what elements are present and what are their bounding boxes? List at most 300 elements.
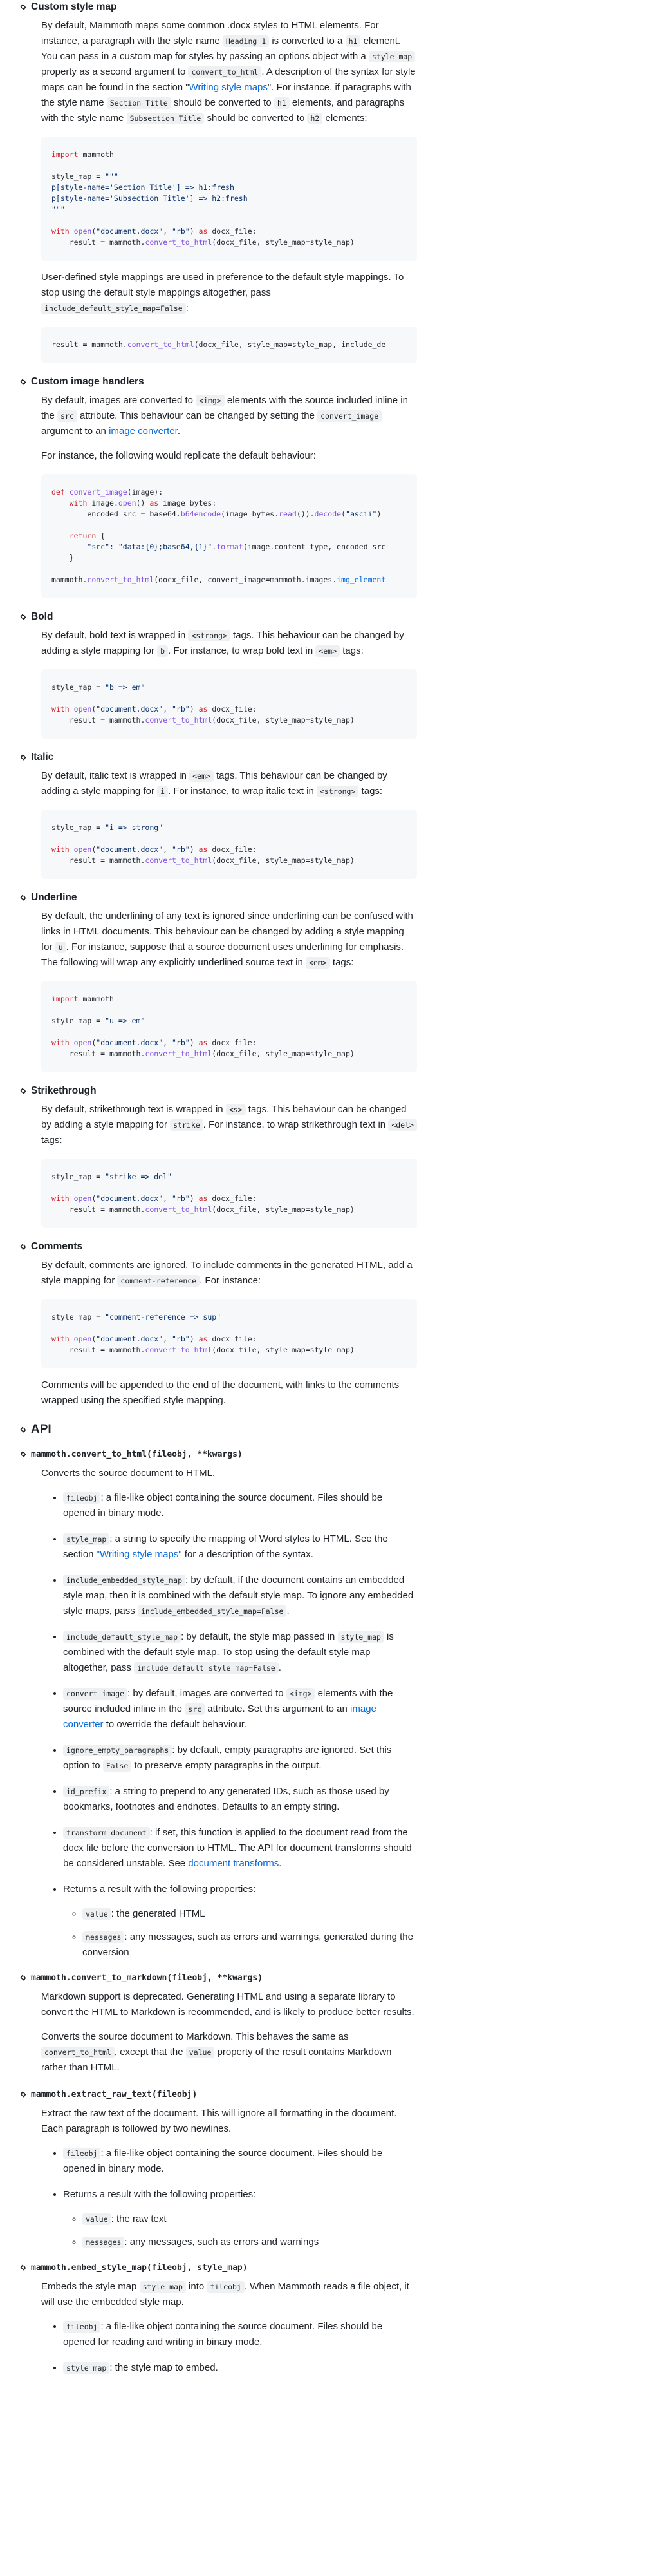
inline-code: value: [82, 1908, 111, 1920]
inline-code: value: [186, 2047, 215, 2058]
code-token: "comment-reference => sup": [105, 1312, 221, 1321]
extract-raw-text-heading: [18, 2087, 417, 2102]
text: .: [177, 426, 180, 437]
code-token: "rb": [172, 705, 190, 714]
sub-list: [63, 2211, 417, 2250]
inline-code: ignore_empty_paragraphs: [63, 1745, 172, 1756]
inline-code: convert_image: [63, 1688, 127, 1700]
code-token: with: [51, 227, 70, 236]
code-token: return: [69, 531, 97, 540]
code-token: (docx_file, style_map=style_map): [212, 856, 355, 865]
link-icon[interactable]: [18, 1425, 28, 1435]
text: . For instance:: [200, 1275, 261, 1286]
code-token: convert_to_html: [145, 238, 212, 247]
list-item: [82, 2211, 417, 2227]
inline-code: style_map: [369, 51, 415, 62]
doc-link[interactable]: Writing style maps: [189, 82, 268, 93]
text: Extract the raw text of the document. This will ignore all formatting in the document. Each paragraph is followed by two newlines.: [41, 2108, 397, 2134]
code-token: mammoth.: [51, 575, 88, 584]
code-token: decode: [314, 509, 342, 518]
text: : a string to specify the mapping of Word styles to HTML. See the section: [63, 1533, 388, 1560]
code-token: (: [91, 1334, 97, 1343]
heading-code: mammoth.convert_to_html(fileobj, **kwargs): [31, 1450, 243, 1459]
inline-code: <img>: [286, 1688, 315, 1700]
text: tags:: [330, 957, 354, 968]
comments-heading: [18, 1240, 417, 1254]
link-icon[interactable]: [18, 612, 28, 622]
paragraph: [41, 909, 417, 971]
text: .: [278, 1662, 281, 1673]
code-token: [51, 531, 70, 540]
code-token: "document.docx": [96, 227, 163, 236]
heading-text: Bold: [31, 611, 53, 622]
code-token: convert_to_html: [87, 575, 154, 584]
text: Markdown support is deprecated. Generating HTML and using a separate library to convert the HTML to Markdown is recommended, and is likely to produce better results.: [41, 1991, 414, 2018]
code-token: ()).: [296, 509, 315, 518]
code-token: convert_to_html: [145, 1049, 212, 1058]
text: for a description of the syntax.: [181, 1549, 313, 1560]
inline-code: <strong>: [317, 786, 358, 797]
code-token: (: [341, 509, 346, 518]
code-token: with: [51, 1334, 70, 1343]
inline-code: include_embedded_style_map=False: [138, 1605, 287, 1617]
text: . When Mammoth reads a file object, it will use the embedded style map.: [41, 2281, 409, 2307]
text: : by default, the style map passed in: [181, 1631, 338, 1642]
text: is converted to a: [269, 35, 346, 46]
code-token: open: [73, 705, 92, 714]
link-icon[interactable]: [18, 2089, 28, 2099]
code-token: "document.docx": [96, 705, 163, 714]
code-token: as: [149, 498, 159, 507]
text: : by default, empty paragraphs are ignored. Set this option to: [63, 1745, 392, 1771]
code-token: "rb": [172, 1334, 190, 1343]
code-token: (: [91, 1038, 97, 1047]
inline-code: comment-reference: [117, 1275, 200, 1287]
code-token: {: [96, 531, 106, 540]
code-token: style_map =: [51, 823, 106, 832]
code-block: [41, 810, 417, 879]
code-token: (: [91, 705, 97, 714]
code-token: convert_to_html: [145, 856, 212, 865]
inline-code: transform_document: [63, 1827, 150, 1839]
code-token: open: [73, 845, 92, 854]
custom-image-handlers-heading: [18, 375, 417, 389]
paragraph: [41, 1378, 417, 1408]
code-token: result = mammoth.: [51, 1205, 145, 1214]
text: . For instance, to wrap bold text in: [168, 645, 316, 656]
code-token: (docx_file, style_map=style_map): [212, 1205, 355, 1214]
code-token: (docx_file, convert_image=mammoth.images.: [154, 575, 337, 584]
text: tags. This behaviour can be changed by adding a style mapping for: [41, 1104, 407, 1130]
doc-link[interactable]: image converter: [63, 1703, 376, 1730]
code-token: image.: [87, 498, 118, 507]
text: tags. This behaviour can be changed by adding a style mapping for: [41, 770, 387, 797]
code-token: b64encode: [180, 509, 221, 518]
text: : by default, if the document contains an embedded style map, then it is combined with the default style map. To ignore any embedded style maps, pass: [63, 1575, 414, 1616]
parameter-list: [41, 2319, 417, 2376]
paragraph: [41, 18, 417, 126]
text: By default, strikethrough text is wrapped in: [41, 1104, 226, 1115]
inline-code: u: [55, 942, 66, 953]
list-item: [63, 1531, 417, 1562]
convert-to-html-heading: [18, 1447, 417, 1462]
code-token: ): [189, 705, 199, 714]
code-token: """: [105, 172, 118, 181]
inline-code: include_default_style_map: [63, 1631, 181, 1643]
doc-link[interactable]: document transforms: [188, 1858, 279, 1869]
code-token: docx_file:: [207, 1194, 257, 1203]
code-token: image_bytes:: [158, 498, 217, 507]
text: property as a second argument to: [41, 66, 189, 77]
parameter-list: [41, 1490, 417, 1960]
link-icon[interactable]: [18, 1242, 28, 1252]
code-token: with: [51, 1038, 70, 1047]
text: Converts the source document to Markdown. This behaves the same as: [41, 2031, 349, 2042]
text: property of the result contains Markdown rather than HTML.: [41, 2047, 392, 2073]
heading-code: mammoth.embed_style_map(fileobj, style_map): [31, 2263, 248, 2273]
paragraph: [41, 1989, 417, 2020]
link-icon[interactable]: [18, 377, 28, 387]
code-token: open: [73, 1334, 92, 1343]
code-token: docx_file:: [207, 1038, 257, 1047]
code-token: (docx_file, style_map=style_map): [212, 715, 355, 724]
code-token: [51, 542, 87, 551]
inline-code: False: [103, 1760, 132, 1772]
text: Comments will be appended to the end of the document, with links to the comments wrapped using the specified style mapping.: [41, 1379, 400, 1406]
inline-code: convert_image: [317, 410, 382, 422]
inline-code: fileobj: [63, 2321, 100, 2333]
italic-heading: [18, 750, 417, 764]
code-token: docx_file:: [207, 845, 257, 854]
code-token: "strike => del": [105, 1172, 172, 1181]
text: , except that the: [114, 2047, 186, 2058]
text: . For instance, to wrap italic text in: [168, 786, 317, 797]
inline-code: Section Title: [107, 97, 171, 109]
code-token: p[style-name='Subsection Title'] => h2:fresh: [51, 194, 248, 203]
list-item: [82, 2235, 417, 2250]
code-token: [51, 498, 70, 507]
inline-code: style_map: [63, 1533, 109, 1545]
code-token: [70, 1334, 74, 1343]
code-block: [41, 137, 417, 261]
code-token: as: [198, 1334, 208, 1343]
code-token: docx_file:: [207, 1334, 257, 1343]
heading-text: Custom image handlers: [31, 376, 144, 387]
code-token: [70, 705, 74, 714]
text: elements with the source included inline in the: [63, 1688, 393, 1714]
paragraph: [41, 1258, 417, 1289]
code-token: "u => em": [105, 1016, 145, 1025]
code-token: "rb": [172, 845, 190, 854]
code-token: ): [189, 845, 199, 854]
text: : the raw text: [111, 2213, 167, 2224]
code-token: import: [51, 150, 79, 159]
inline-code: include_embedded_style_map: [63, 1575, 185, 1586]
code-token: result = mammoth.: [51, 340, 127, 349]
paragraph: [41, 2106, 417, 2137]
code-token: result = mammoth.: [51, 1345, 145, 1354]
code-token: result = mammoth.: [51, 715, 145, 724]
heading-text: API: [31, 1423, 51, 1436]
text: : a file-like object containing the source document. Files should be opened for reading and writing in binary mode.: [63, 2321, 383, 2347]
code-token: style_map =: [51, 1312, 106, 1321]
inline-code: style_map: [338, 1631, 384, 1643]
code-token: (: [91, 1194, 97, 1203]
code-token: style_map =: [51, 683, 106, 692]
code-token: "ascii": [346, 509, 377, 518]
code-token: p[style-name='Section Title'] => h1:fresh: [51, 183, 234, 192]
link-icon[interactable]: [18, 2262, 28, 2273]
code-token: result = mammoth.: [51, 856, 145, 865]
inline-code: h1: [274, 97, 290, 109]
code-token: as: [198, 227, 208, 236]
text: : a file-like object containing the source document. Files should be opened in binary mode.: [63, 1492, 383, 1519]
inline-code: value: [82, 2213, 111, 2225]
inline-code: style_map: [63, 2362, 109, 2374]
code-token: style_map =: [51, 1172, 106, 1181]
code-token: "document.docx": [96, 845, 163, 854]
code-token: "rb": [172, 1194, 190, 1203]
code-token: (docx_file, style_map=style_map): [212, 1345, 355, 1354]
code-token: with: [51, 705, 70, 714]
code-block: [41, 1299, 417, 1368]
code-token: "document.docx": [96, 1334, 163, 1343]
list-item: [63, 2319, 417, 2350]
text: should be converted to: [204, 113, 308, 124]
code-token: read: [279, 509, 297, 518]
code-token: ): [189, 227, 199, 236]
code-token: encoded_src = base64.: [51, 509, 181, 518]
code-token: (image.content_type, encoded_src: [243, 542, 386, 551]
inline-code: messages: [82, 1931, 124, 1943]
underline-heading: [18, 891, 417, 905]
text: By default, Mammoth maps some common .docx styles to HTML elements. For instance, a paragraph with the style name: [41, 20, 379, 46]
link-icon[interactable]: [18, 893, 28, 903]
inline-code: <del>: [388, 1119, 417, 1131]
paragraph: [41, 270, 417, 316]
inline-code: <em>: [306, 957, 330, 969]
text: : any messages, such as errors and warnings: [124, 2237, 319, 2248]
inline-code: h2: [307, 113, 322, 124]
code-token: as: [198, 705, 208, 714]
code-token[interactable]: img_element: [337, 575, 386, 584]
code-token: mammoth: [78, 994, 114, 1003]
text: .: [279, 1858, 282, 1869]
inline-code: Subsection Title: [127, 113, 205, 124]
text: elements:: [322, 113, 367, 124]
text: : if set, this function is applied to the document read from the docx file before the conversion to HTML. The API for document transforms should be considered unstable. See: [63, 1827, 412, 1869]
content-column: [18, 0, 417, 2376]
code-token: [65, 488, 70, 497]
text: . For instance, to wrap strikethrough text in: [203, 1119, 389, 1130]
inline-code: <s>: [226, 1104, 246, 1115]
text: By default, the underlining of any text is ignored since underlining can be confused with links in HTML documents. This behaviour can be changed by adding a style mapping for: [41, 911, 413, 952]
link-icon[interactable]: [18, 752, 28, 762]
link-icon[interactable]: [18, 1086, 28, 1096]
code-token: :: [109, 542, 118, 551]
heading-text: Strikethrough: [31, 1085, 97, 1096]
text: tags:: [340, 645, 364, 656]
doc-link[interactable]: image converter: [109, 426, 178, 437]
heading-text: Italic: [31, 752, 54, 762]
text: : a file-like object containing the source document. Files should be opened in binary mode.: [63, 2148, 383, 2174]
code-token: convert_to_html: [145, 715, 212, 724]
code-token: "rb": [172, 227, 190, 236]
paragraph: [41, 768, 417, 799]
inline-code: fileobj: [63, 1492, 100, 1504]
link-icon[interactable]: [18, 1449, 28, 1459]
inline-code: fileobj: [63, 2148, 100, 2159]
text: Embeds the style map: [41, 2281, 140, 2292]
link-icon[interactable]: [18, 1973, 28, 1983]
code-token: with: [51, 1194, 70, 1203]
text: Returns a result with the following properties:: [63, 2189, 256, 2200]
code-token: (docx_file, style_map=style_map, include_de: [194, 340, 386, 349]
code-token: .: [212, 542, 217, 551]
text: :: [185, 303, 189, 314]
api-heading: [18, 1421, 417, 1438]
code-token: docx_file:: [207, 705, 257, 714]
code-block: [41, 669, 417, 739]
text: should be converted to: [171, 97, 274, 108]
code-token: [70, 1194, 74, 1203]
code-token: as: [198, 845, 208, 854]
text: element. You can pass in a custom map for styles by passing an options object with a: [41, 35, 401, 62]
list-item: [63, 1573, 417, 1619]
list-item: [63, 2360, 417, 2376]
inline-code: style_map: [140, 2281, 186, 2293]
code-token: [70, 227, 74, 236]
paragraph: [41, 1466, 417, 1481]
code-block: [41, 474, 417, 598]
text: By default, comments are ignored. To include comments in the generated HTML, add a style mapping for: [41, 1260, 413, 1286]
text: : the generated HTML: [111, 1908, 205, 1919]
paragraph: [41, 628, 417, 659]
code-token: convert_to_html: [127, 340, 194, 349]
code-token: (docx_file, style_map=style_map): [212, 238, 355, 247]
text: . For instance, suppose that a source document uses underlining for emphasis. The following will wrap any explicitly underlined source text in: [41, 942, 404, 968]
code-token: ,: [163, 227, 172, 236]
inline-code: convert_to_html: [188, 66, 261, 78]
code-token: open: [73, 227, 92, 236]
code-token: "b => em": [105, 683, 145, 692]
code-token: with: [51, 845, 70, 854]
code-token: (image):: [127, 488, 163, 497]
text: Converts the source document to HTML.: [41, 1468, 216, 1479]
text: For instance, the following would replicate the default behaviour:: [41, 450, 316, 461]
text: : a string to prepend to any generated IDs, such as those used by bookmarks, footnotes and endnotes. Defaults to an empty string.: [63, 1786, 389, 1812]
code-token: "data:{0};base64,{1}": [118, 542, 212, 551]
code-token: """: [51, 205, 65, 214]
code-token: ,: [163, 1334, 172, 1343]
heading-code: mammoth.extract_raw_text(fileobj): [31, 2090, 198, 2099]
text: elements, and paragraphs with the style name: [41, 97, 405, 124]
list-item: [63, 1784, 417, 1815]
inline-code: h1: [346, 35, 361, 47]
text: ". For instance, if paragraphs with the style name: [41, 82, 411, 108]
heading-text: Underline: [31, 892, 77, 903]
code-token: docx_file:: [207, 227, 257, 236]
text: : any messages, such as errors and warnings, generated during the conversion: [82, 1931, 413, 1958]
code-token: def: [51, 488, 65, 497]
code-token: ,: [163, 705, 172, 714]
code-token: convert_to_html: [145, 1345, 212, 1354]
code-token: ): [189, 1194, 199, 1203]
inline-code: strike: [170, 1119, 203, 1131]
heading-text: Custom style map: [31, 1, 117, 12]
code-token: ,: [163, 1194, 172, 1203]
inline-code: convert_to_html: [41, 2047, 115, 2058]
code-block: [41, 327, 417, 363]
inline-code: <strong>: [188, 630, 230, 641]
code-token: (): [136, 498, 150, 507]
text: argument to an: [41, 426, 109, 437]
text: is combined with the default style map. To stop using the default style map altogether, pass: [63, 1631, 394, 1673]
inline-code: include_default_style_map=False: [134, 1662, 279, 1674]
text: By default, italic text is wrapped in: [41, 770, 190, 781]
inline-code: id_prefix: [63, 1786, 109, 1797]
inline-code: b: [157, 645, 168, 657]
code-token: "src": [87, 542, 110, 551]
convert-to-markdown-heading: [18, 1971, 417, 1985]
list-item: [63, 1490, 417, 1521]
link-icon[interactable]: [18, 2, 28, 12]
code-token: mammoth: [78, 150, 114, 159]
inline-code: src: [185, 1703, 205, 1715]
list-item: [63, 1629, 417, 1676]
code-token: open: [73, 1038, 92, 1047]
code-token: convert_to_html: [145, 1205, 212, 1214]
code-token: import: [51, 994, 79, 1003]
text: tags:: [41, 1135, 62, 1146]
code-token: convert_image: [69, 488, 127, 497]
code-token: as: [198, 1038, 208, 1047]
list-item: [63, 2187, 417, 2250]
text: . A description of the syntax for style maps can be found in the section ": [41, 66, 416, 93]
text: to preserve empty paragraphs in the output.: [131, 1760, 322, 1771]
list-item: [63, 2146, 417, 2177]
code-token: open: [118, 498, 136, 507]
code-token: (: [91, 845, 97, 854]
text: .: [286, 1605, 290, 1616]
parameter-list: [41, 2146, 417, 2250]
paragraph: [41, 2279, 417, 2310]
paragraph: [41, 1102, 417, 1148]
code-token: [70, 1038, 74, 1047]
heading-code: mammoth.convert_to_markdown(fileobj, **kwargs): [31, 1973, 263, 1983]
code-block: [41, 1159, 417, 1228]
strikethrough-heading: [18, 1084, 417, 1098]
sub-list: [63, 1906, 417, 1960]
code-token: format: [216, 542, 243, 551]
inline-code: messages: [82, 2237, 124, 2248]
custom-style-map-heading: [18, 0, 417, 14]
code-token: open: [73, 1194, 92, 1203]
doc-link[interactable]: "Writing style maps": [96, 1549, 182, 1560]
code-token: style_map =: [51, 1016, 106, 1025]
list-item: [63, 1825, 417, 1871]
code-block: [41, 981, 417, 1072]
text: elements with the source included inline in the: [41, 395, 408, 421]
code-token: ): [376, 509, 382, 518]
text: Returns a result with the following properties:: [63, 1884, 256, 1895]
code-token: as: [198, 1194, 208, 1203]
inline-code: <em>: [189, 770, 214, 782]
code-token: "i => strong": [105, 823, 163, 832]
list-item: [63, 1686, 417, 1732]
code-token: ,: [163, 845, 172, 854]
list-item: [82, 1929, 417, 1960]
